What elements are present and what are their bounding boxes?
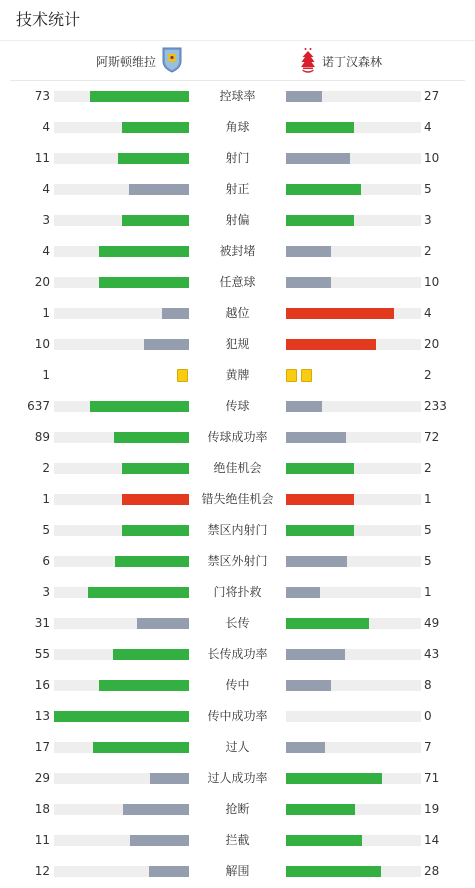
- stat-label: 越位: [225, 306, 250, 320]
- home-stat-value: 11: [34, 833, 50, 847]
- away-stat-bar-fill: [286, 246, 331, 257]
- home-stat-bar-fill: [99, 680, 189, 691]
- stat-row: [0, 298, 475, 329]
- home-stat-bar-fill: [162, 308, 189, 319]
- stat-label: 射偏: [225, 213, 250, 227]
- stat-row: [0, 577, 475, 608]
- stat-label: 过人: [225, 740, 250, 754]
- away-stat-bar-fill: [286, 401, 322, 412]
- stat-row: [0, 360, 475, 391]
- stat-row: [0, 639, 475, 670]
- away-stat-bar-fill: [286, 804, 355, 815]
- stat-label: 抢断: [225, 802, 250, 816]
- away-stat-value: 2: [424, 244, 432, 258]
- home-stat-bar-track: [54, 432, 189, 443]
- home-stat-bar-track: [54, 122, 189, 133]
- away-stat-value: 8: [424, 678, 432, 692]
- away-stat-value: 19: [424, 802, 440, 816]
- stats-list: [0, 81, 475, 887]
- away-stat-value: 5: [424, 554, 432, 568]
- away-stat-bar-track: [286, 866, 421, 877]
- away-stat-value: 4: [424, 306, 432, 320]
- away-stat-bar-fill: [286, 649, 345, 660]
- home-stat-value: 4: [42, 244, 50, 258]
- stat-row: [0, 732, 475, 763]
- stat-label: 角球: [225, 120, 250, 134]
- home-stat-value: 1: [42, 492, 50, 506]
- home-stat-bar-fill: [122, 525, 190, 536]
- away-stat-bar-track: [286, 835, 421, 846]
- away-stat-bar-track: [286, 649, 421, 660]
- stat-row: [0, 81, 475, 112]
- home-stat-value: 4: [42, 120, 50, 134]
- home-stat-bar-fill: [149, 866, 190, 877]
- away-stat-bar-fill: [286, 494, 354, 505]
- away-stat-value: 1: [424, 585, 432, 599]
- home-stat-value: 18: [34, 802, 50, 816]
- home-stat-bar-track: [54, 804, 189, 815]
- stat-row: [0, 143, 475, 174]
- away-stat-bar-fill: [286, 215, 354, 226]
- away-stat-bar-track: [286, 680, 421, 691]
- away-stat-bar-fill: [286, 773, 382, 784]
- home-stat-value: 1: [42, 306, 50, 320]
- home-stat-bar-track: [54, 277, 189, 288]
- home-stat-bar-track: [54, 463, 189, 474]
- home-stat-bar-fill: [122, 494, 190, 505]
- away-stat-bar-track: [286, 91, 421, 102]
- home-stat-bar-fill: [122, 215, 190, 226]
- home-stat-bar-fill: [137, 618, 189, 629]
- away-stat-bar-track: [286, 556, 421, 567]
- yellow-card-icon: [177, 369, 188, 382]
- page-title: 技术统计: [16, 10, 81, 29]
- away-stat-bar-track: [286, 432, 421, 443]
- stat-row: [0, 205, 475, 236]
- stat-row: [0, 515, 475, 546]
- stat-label: 禁区外射门: [207, 554, 268, 568]
- away-stat-bar-track: [286, 525, 421, 536]
- away-stat-bar-track: [286, 246, 421, 257]
- home-stat-bar-fill: [99, 246, 189, 257]
- stat-row: [0, 236, 475, 267]
- away-team-name: 诺丁汉森林: [322, 54, 383, 69]
- home-stat-bar-fill: [113, 649, 189, 660]
- home-stat-value: 55: [34, 647, 50, 661]
- away-stat-bar-fill: [286, 835, 362, 846]
- away-stat-bar-track: [286, 494, 421, 505]
- home-stat-bar-fill: [144, 339, 189, 350]
- away-stat-value: 3: [424, 213, 432, 227]
- away-stat-value: 14: [424, 833, 440, 847]
- stat-label: 错失绝佳机会: [201, 492, 274, 506]
- home-stat-value: 89: [34, 430, 50, 444]
- nottingham-forest-crest-icon: [300, 47, 316, 76]
- home-stat-bar-fill: [115, 556, 189, 567]
- home-stat-bar-track: [54, 556, 189, 567]
- away-stat-bar-track: [286, 463, 421, 474]
- stat-label: 传球成功率: [207, 430, 268, 444]
- home-stat-bar-track: [54, 742, 189, 753]
- stat-row: [0, 701, 475, 732]
- away-stat-bar-track: [286, 153, 421, 164]
- away-stat-value: 4: [424, 120, 432, 134]
- home-stat-value: 29: [34, 771, 50, 785]
- home-stat-value: 73: [34, 89, 50, 103]
- home-stat-value: 3: [42, 585, 50, 599]
- home-stat-bar-track: [54, 618, 189, 629]
- away-stat-bar-track: [286, 587, 421, 598]
- away-stat-value: 1: [424, 492, 432, 506]
- home-stat-bar-fill: [150, 773, 189, 784]
- stat-label: 解围: [225, 864, 250, 878]
- away-stat-bar-fill: [286, 339, 376, 350]
- yellow-card-icon: [301, 369, 312, 382]
- home-stat-value: 637: [27, 399, 50, 413]
- away-stat-bar-track: [286, 184, 421, 195]
- away-stat-bar-fill: [286, 742, 325, 753]
- away-stat-bar-fill: [286, 587, 320, 598]
- home-yellow-cards: [177, 369, 188, 382]
- stat-label: 绝佳机会: [213, 461, 262, 475]
- home-team[interactable]: [96, 41, 188, 81]
- stat-label: 射正: [225, 182, 250, 196]
- away-stat-bar-track: [286, 618, 421, 629]
- home-stat-bar-fill: [90, 401, 189, 412]
- stat-label: 传中成功率: [207, 709, 268, 723]
- home-stat-value: 20: [34, 275, 50, 289]
- away-stat-value: 5: [424, 182, 432, 196]
- home-stat-bar-track: [54, 153, 189, 164]
- home-stat-bar-fill: [130, 835, 189, 846]
- stat-label: 黄牌: [225, 368, 250, 382]
- stat-label: 长传: [225, 616, 250, 630]
- stat-label: 拦截: [225, 833, 250, 847]
- home-stat-bar-fill: [99, 277, 189, 288]
- away-stat-bar-fill: [286, 432, 346, 443]
- home-stat-value: 4: [42, 182, 50, 196]
- stat-row: [0, 391, 475, 422]
- stat-row: [0, 174, 475, 205]
- stat-row: [0, 856, 475, 887]
- stat-label: 射门: [225, 151, 250, 165]
- stat-label: 过人成功率: [207, 771, 268, 785]
- home-stat-bar-track: [54, 91, 189, 102]
- stat-row: [0, 546, 475, 577]
- away-stat-value: 28: [424, 864, 440, 878]
- away-stat-bar-fill: [286, 122, 354, 133]
- away-stat-bar-fill: [286, 556, 347, 567]
- yellow-card-icon: [286, 369, 297, 382]
- home-stat-bar-fill: [114, 432, 189, 443]
- away-stat-value: 10: [424, 275, 440, 289]
- home-stat-value: 13: [34, 709, 50, 723]
- away-stat-value: 27: [424, 89, 440, 103]
- teams-header: [10, 41, 465, 81]
- home-stat-value: 16: [34, 678, 50, 692]
- home-stat-value: 1: [42, 368, 50, 382]
- stat-label: 禁区内射门: [207, 523, 268, 537]
- home-stat-bar-fill: [122, 463, 190, 474]
- away-stat-bar-track: [286, 804, 421, 815]
- stat-row: [0, 329, 475, 360]
- stat-row: [0, 267, 475, 298]
- home-stat-bar-fill: [129, 184, 189, 195]
- away-stat-value: 43: [424, 647, 440, 661]
- away-stat-value: 5: [424, 523, 432, 537]
- home-stat-bar-fill: [118, 153, 189, 164]
- away-team[interactable]: [294, 41, 382, 81]
- stat-label: 传球: [225, 399, 250, 413]
- home-stat-value: 10: [34, 337, 50, 351]
- stat-row: [0, 670, 475, 701]
- away-stat-bar-fill: [286, 525, 354, 536]
- aston-villa-crest-icon: [162, 47, 182, 76]
- home-stat-value: 6: [42, 554, 50, 568]
- home-stat-bar-track: [54, 215, 189, 226]
- home-stat-bar-track: [54, 494, 189, 505]
- stat-label: 传中: [225, 678, 250, 692]
- stat-row: [0, 453, 475, 484]
- away-stat-bar-track: [286, 215, 421, 226]
- home-stat-bar-track: [54, 835, 189, 846]
- home-stat-bar-fill: [90, 91, 189, 102]
- home-stat-bar-track: [54, 773, 189, 784]
- away-stat-bar-fill: [286, 308, 394, 319]
- stat-label: 长传成功率: [207, 647, 268, 661]
- home-stat-bar-track: [54, 401, 189, 412]
- away-stat-bar-fill: [286, 463, 354, 474]
- stat-label: 被封堵: [219, 244, 256, 258]
- stat-row: [0, 422, 475, 453]
- away-stat-bar-fill: [286, 680, 331, 691]
- stat-label: 犯规: [225, 337, 250, 351]
- stat-row: [0, 608, 475, 639]
- stat-row: [0, 825, 475, 856]
- away-stat-value: 10: [424, 151, 440, 165]
- away-stat-bar-fill: [286, 618, 369, 629]
- away-stat-value: 233: [424, 399, 447, 413]
- home-stat-value: 11: [34, 151, 50, 165]
- home-stat-bar-track: [54, 866, 189, 877]
- away-stat-bar-track: [286, 401, 421, 412]
- away-stat-bar-track: [286, 742, 421, 753]
- home-stat-value: 12: [34, 864, 50, 878]
- away-stat-value: 20: [424, 337, 440, 351]
- stat-row: [0, 112, 475, 143]
- away-stat-bar-fill: [286, 277, 331, 288]
- stat-row: [0, 763, 475, 794]
- away-stat-bar-fill: [286, 184, 361, 195]
- home-stat-bar-fill: [93, 742, 189, 753]
- home-stat-bar-track: [54, 587, 189, 598]
- home-stat-bar-fill: [122, 122, 190, 133]
- away-stat-value: 2: [424, 368, 432, 382]
- home-stat-value: 3: [42, 213, 50, 227]
- home-stat-bar-track: [54, 184, 189, 195]
- away-yellow-cards: [286, 369, 312, 382]
- stat-row: [0, 794, 475, 825]
- stat-label: 门将扑救: [213, 585, 262, 599]
- away-stat-value: 49: [424, 616, 440, 630]
- home-stat-bar-track: [54, 680, 189, 691]
- home-stat-value: 17: [34, 740, 50, 754]
- home-stat-bar-fill: [123, 804, 189, 815]
- stat-row: [0, 484, 475, 515]
- away-stat-bar-track: [286, 308, 421, 319]
- away-stat-bar-fill: [286, 91, 322, 102]
- home-stat-bar-track: [54, 339, 189, 350]
- away-stat-bar-fill: [286, 153, 350, 164]
- home-stat-bar-track: [54, 711, 189, 722]
- home-team-name: 阿斯顿维拉: [95, 54, 156, 69]
- stat-label: 任意球: [219, 275, 256, 289]
- stat-label: 控球率: [219, 89, 256, 103]
- home-stat-bar-fill: [88, 587, 189, 598]
- away-stat-bar-track: [286, 277, 421, 288]
- away-stat-bar-track: [286, 711, 421, 722]
- away-stat-bar-track: [286, 773, 421, 784]
- away-stat-bar-fill: [286, 866, 381, 877]
- home-stat-bar-fill: [54, 711, 189, 722]
- home-stat-value: 5: [42, 523, 50, 537]
- away-stat-value: 2: [424, 461, 432, 475]
- home-stat-bar-track: [54, 246, 189, 257]
- home-stat-value: 2: [42, 461, 50, 475]
- home-stat-bar-track: [54, 525, 189, 536]
- away-stat-value: 71: [424, 771, 440, 785]
- away-stat-bar-track: [286, 122, 421, 133]
- home-stat-bar-track: [54, 308, 189, 319]
- away-stat-value: 72: [424, 430, 440, 444]
- away-stat-bar-track: [286, 339, 421, 350]
- away-stat-value: 0: [424, 709, 432, 723]
- home-stat-value: 31: [34, 616, 50, 630]
- home-stat-bar-track: [54, 649, 189, 660]
- away-stat-value: 7: [424, 740, 432, 754]
